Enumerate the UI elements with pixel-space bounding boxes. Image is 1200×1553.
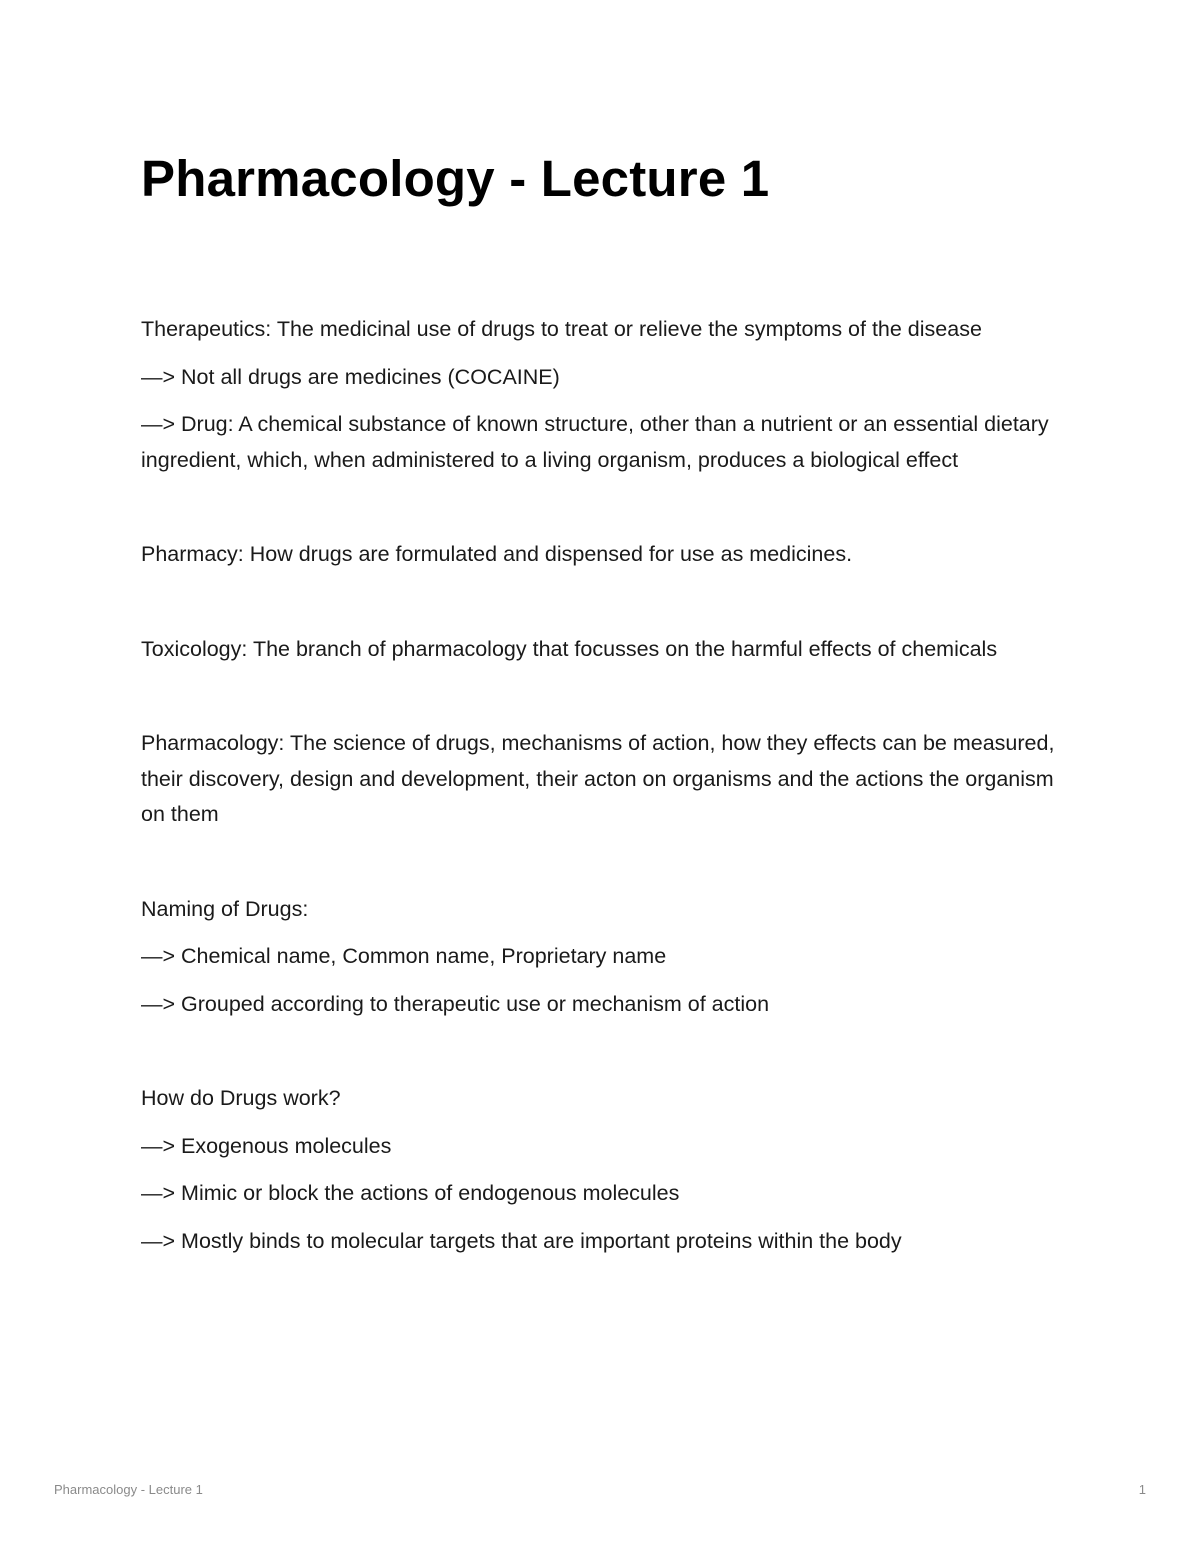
paragraph: —> Drug: A chemical substance of known structure, other than a nutrient or an essential dietary ingredient, which, when administered to a living organism, produces a biological effect	[141, 412, 1049, 472]
paragraph-spacer	[141, 679, 1071, 726]
document-content	[141, 140, 1071, 1271]
paragraph: Pharmacy: How drugs are formulated and dispensed for use as medicines.	[141, 542, 853, 566]
footer-page-number: 1	[1138, 1482, 1146, 1497]
page-title: Pharmacology - Lecture 1	[141, 150, 770, 207]
paragraph: Toxicology: The branch of pharmacology that focusses on the harmful effects of chemicals	[141, 636, 998, 661]
paragraph: Therapeutics: The medicinal use of drugs to treat or relieve the symptoms of the disease	[141, 317, 982, 341]
paragraph: —> Grouped according to therapeutic use or mechanism of action	[141, 991, 770, 1016]
paragraph-spacer	[141, 1034, 1071, 1081]
document-body	[141, 312, 1071, 1259]
paragraph: Pharmacology: The science of drugs, mechanisms of action, how they effects can be measured, their discovery, design and development, their acton on organisms and the actions the organism on them	[141, 731, 1055, 826]
footer-title: Pharmacology - Lecture 1	[54, 1482, 203, 1497]
paragraph-spacer	[141, 585, 1071, 632]
paragraph-spacer	[141, 845, 1071, 892]
paragraph: How do Drugs work?	[141, 1086, 341, 1110]
paragraph-spacer	[141, 490, 1071, 537]
paragraph: —> Chemical name, Common name, Proprietary name	[141, 944, 667, 968]
paragraph: —> Mimic or block the actions of endogenous molecules	[141, 1181, 680, 1205]
paragraph: Naming of Drugs:	[141, 896, 309, 921]
paragraph: —> Not all drugs are medicines (COCAINE)	[141, 364, 560, 389]
paragraph: —> Exogenous molecules	[141, 1133, 392, 1158]
paragraph: —> Mostly binds to molecular targets that are important proteins within the body	[141, 1228, 902, 1253]
